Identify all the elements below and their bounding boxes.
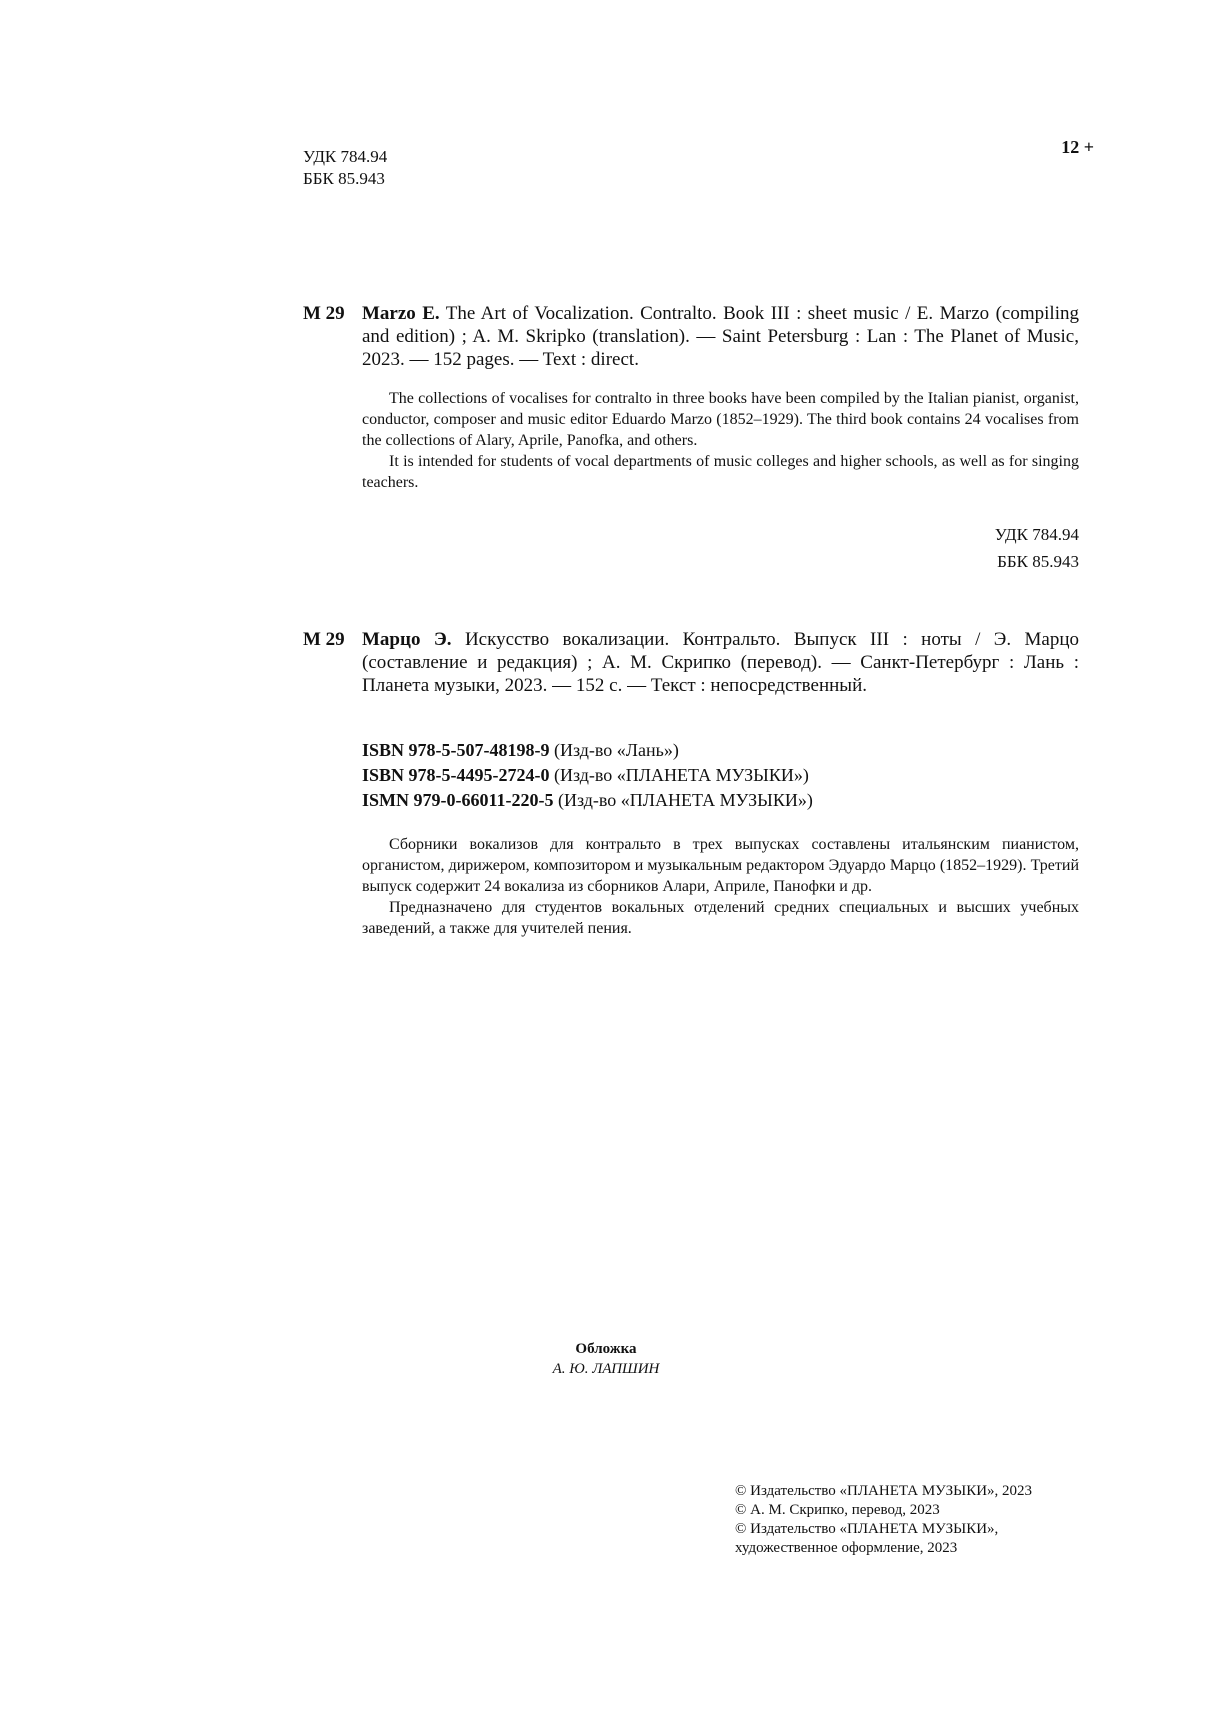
russian-annotation-paragraph: Сборники вокализов для контральто в трех выпусках составлены итальянским пианистом, органистом, дирижером, композитором и музыкальным редактором Эдуардо Марцо (1852–1929). Третий выпуск содержит 24 вокализа из сборников Алари, Априле, Панофки и др. bbox=[362, 836, 1079, 895]
english-udk: УДК 784.94 bbox=[994, 525, 1079, 544]
english-description bbox=[362, 302, 1079, 371]
cover-designer-name: А. Ю. ЛАПШИН bbox=[552, 1361, 660, 1377]
header-classification-codes bbox=[303, 146, 387, 190]
cover-credit bbox=[0, 1339, 1212, 1379]
identifier-row bbox=[362, 788, 813, 813]
english-annotation-paragraph: It is intended for students of vocal departments of music colleges and higher schools, as well as for singing teachers. bbox=[362, 453, 1079, 491]
russian-annotation bbox=[362, 834, 1079, 939]
copyright-line: художественное оформление, 2023 bbox=[735, 1540, 958, 1556]
copyright-line: © Издательство «ПЛАНЕТА МУЗЫКИ», bbox=[735, 1521, 999, 1537]
english-bibliographic-entry bbox=[303, 302, 1079, 371]
english-call-number: М 29 bbox=[303, 303, 345, 324]
english-author: Marzo E. bbox=[362, 303, 440, 324]
age-rating-badge: 12 + bbox=[1061, 137, 1094, 157]
english-annotation-paragraph: The collections of vocalises for contralto in three books have been compiled by the Italian pianist, organist, conductor, composer and music editor Eduardo Marzo (1852–1929). The third book contains 24 vocalises from the collections of Alary, Aprile, Panofka, and others. bbox=[362, 390, 1079, 449]
english-classification-codes bbox=[995, 521, 1079, 575]
english-annotation bbox=[362, 388, 1079, 493]
russian-description bbox=[362, 628, 1079, 697]
header-udk: УДК 784.94 bbox=[303, 147, 388, 166]
ismn-planeta: ISMN 979-0-66011-220-5 bbox=[362, 790, 554, 810]
isbn-lan: ISBN 978-5-507-48198-9 bbox=[362, 740, 550, 760]
russian-author: Марцо Э. bbox=[362, 629, 452, 650]
identifier-list bbox=[362, 738, 813, 813]
identifier-publisher: (Изд-во «Лань») bbox=[554, 740, 679, 760]
copyright-line: © Издательство «ПЛАНЕТА МУЗЫКИ», 2023 bbox=[735, 1483, 1033, 1499]
english-bbk: ББК 85.943 bbox=[997, 552, 1079, 571]
russian-bibliographic-entry bbox=[303, 628, 1079, 697]
english-description-text: The Art of Vocalization. Contralto. Book III : sheet music / E. Marzo (compiling and edition) ; A. M. Skripko (translation). — Saint Petersburg : Lan : The Planet of Music, 2023. — 152 pages. — Text : direct. bbox=[362, 303, 1079, 370]
identifier-row bbox=[362, 738, 813, 763]
russian-description-text: Искусство вокализации. Контральто. Выпуск III : ноты / Э. Марцо (составление и редакция) ; А. М. Скрипко (перевод). — Санкт-Петербург : Лань : Планета музыки, 2023. — 152 с. — Текст : непосредственный. bbox=[362, 629, 1079, 696]
russian-annotation-paragraph: Предназначено для студентов вокальных отделений средних специальных и высших учебных заведений, а также для учителей пения. bbox=[362, 899, 1079, 937]
identifier-publisher: (Изд-во «ПЛАНЕТА МУЗЫКИ») bbox=[558, 790, 813, 810]
cover-credit-title: Обложка bbox=[575, 1341, 637, 1357]
russian-call-number: М 29 bbox=[303, 629, 345, 650]
identifier-row bbox=[362, 763, 813, 788]
copyright-line: © А. М. Скрипко, перевод, 2023 bbox=[735, 1502, 940, 1518]
isbn-planeta: ISBN 978-5-4495-2724-0 bbox=[362, 765, 550, 785]
header-bbk: ББК 85.943 bbox=[303, 169, 385, 188]
copyright-block bbox=[735, 1482, 1095, 1558]
identifier-publisher: (Изд-во «ПЛАНЕТА МУЗЫКИ») bbox=[554, 765, 809, 785]
